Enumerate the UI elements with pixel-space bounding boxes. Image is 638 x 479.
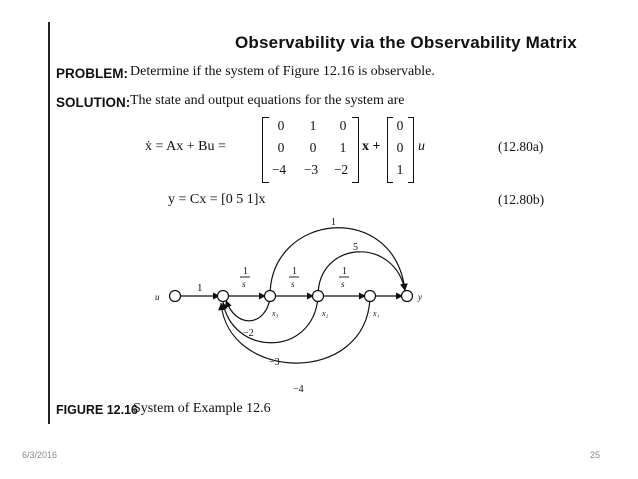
slide-title: Observability via the Observability Matrix (235, 33, 577, 52)
problem-label: PROBLEM: (56, 66, 128, 81)
label-input: u (155, 292, 160, 302)
figure-caption-text: System of Example 12.6 (133, 401, 271, 416)
matrix-b-cell: 1 (396, 162, 404, 177)
input-u: u (418, 139, 425, 154)
figure-caption-label: FIGURE 12.16 (56, 403, 138, 417)
state-equation-lhs: ẋ = Ax + Bu = (145, 139, 226, 154)
output-equation: y = Cx = [0 5 1]x (168, 192, 266, 207)
node-x3 (265, 291, 276, 302)
matrix-a-cell: −2 (333, 162, 349, 177)
node-output (402, 291, 413, 302)
label-feedback-2: −2 (243, 328, 254, 339)
label-state-x2: x₂ (322, 309, 329, 318)
matrix-b-cell: 0 (396, 140, 404, 155)
matrix-a-cell: −3 (303, 162, 319, 177)
footer-date: 6/3/2016 (22, 450, 58, 460)
solution-text: The state and output equations for the system are (130, 93, 405, 108)
node-x1 (365, 291, 376, 302)
branch-feedforward-5 (318, 252, 405, 296)
matrix-a-cell: 0 (339, 118, 347, 133)
label-feedforward-5: 5 (353, 242, 358, 253)
branch-feedback-2 (226, 298, 270, 321)
problem-text: Determine if the system of Figure 12.16 is observable. (130, 64, 435, 79)
label-feedforward-1: 1 (331, 217, 336, 228)
label-integrator-num: 1 (292, 266, 297, 277)
label-feedback-4: −4 (293, 384, 304, 395)
label-integrator-num: 1 (342, 266, 347, 277)
label-feedback-3: −3 (269, 357, 280, 368)
matrix-a-cell: 0 (309, 140, 317, 155)
matrix-a-cell: 0 (277, 140, 285, 155)
branch-feedback-3 (223, 298, 318, 343)
matrix-a-cell: 0 (277, 118, 285, 133)
x-term: x + (362, 139, 381, 154)
label-state-x3: x₃ (272, 309, 279, 318)
matrix-a-cell: 1 (309, 118, 317, 133)
label-gain-in: 1 (197, 282, 203, 294)
node-input (170, 291, 181, 302)
node-sum (218, 291, 229, 302)
footer-page-number: 25 (590, 450, 601, 460)
label-integrator-den: s (341, 279, 345, 289)
node-x2 (313, 291, 324, 302)
equation-number-a: (12.80a) (498, 139, 544, 154)
label-output: y (418, 292, 422, 302)
solution-label: SOLUTION: (56, 95, 131, 110)
label-integrator-den: s (242, 279, 246, 289)
matrix-b-cell: 0 (396, 118, 404, 133)
matrix-a-cell: −4 (271, 162, 287, 177)
label-state-x1: x₁ (373, 309, 380, 318)
label-integrator-num: 1 (243, 266, 248, 277)
label-integrator-den: s (291, 279, 295, 289)
matrix-a-cell: 1 (339, 140, 347, 155)
equation-number-b: (12.80b) (498, 192, 545, 207)
